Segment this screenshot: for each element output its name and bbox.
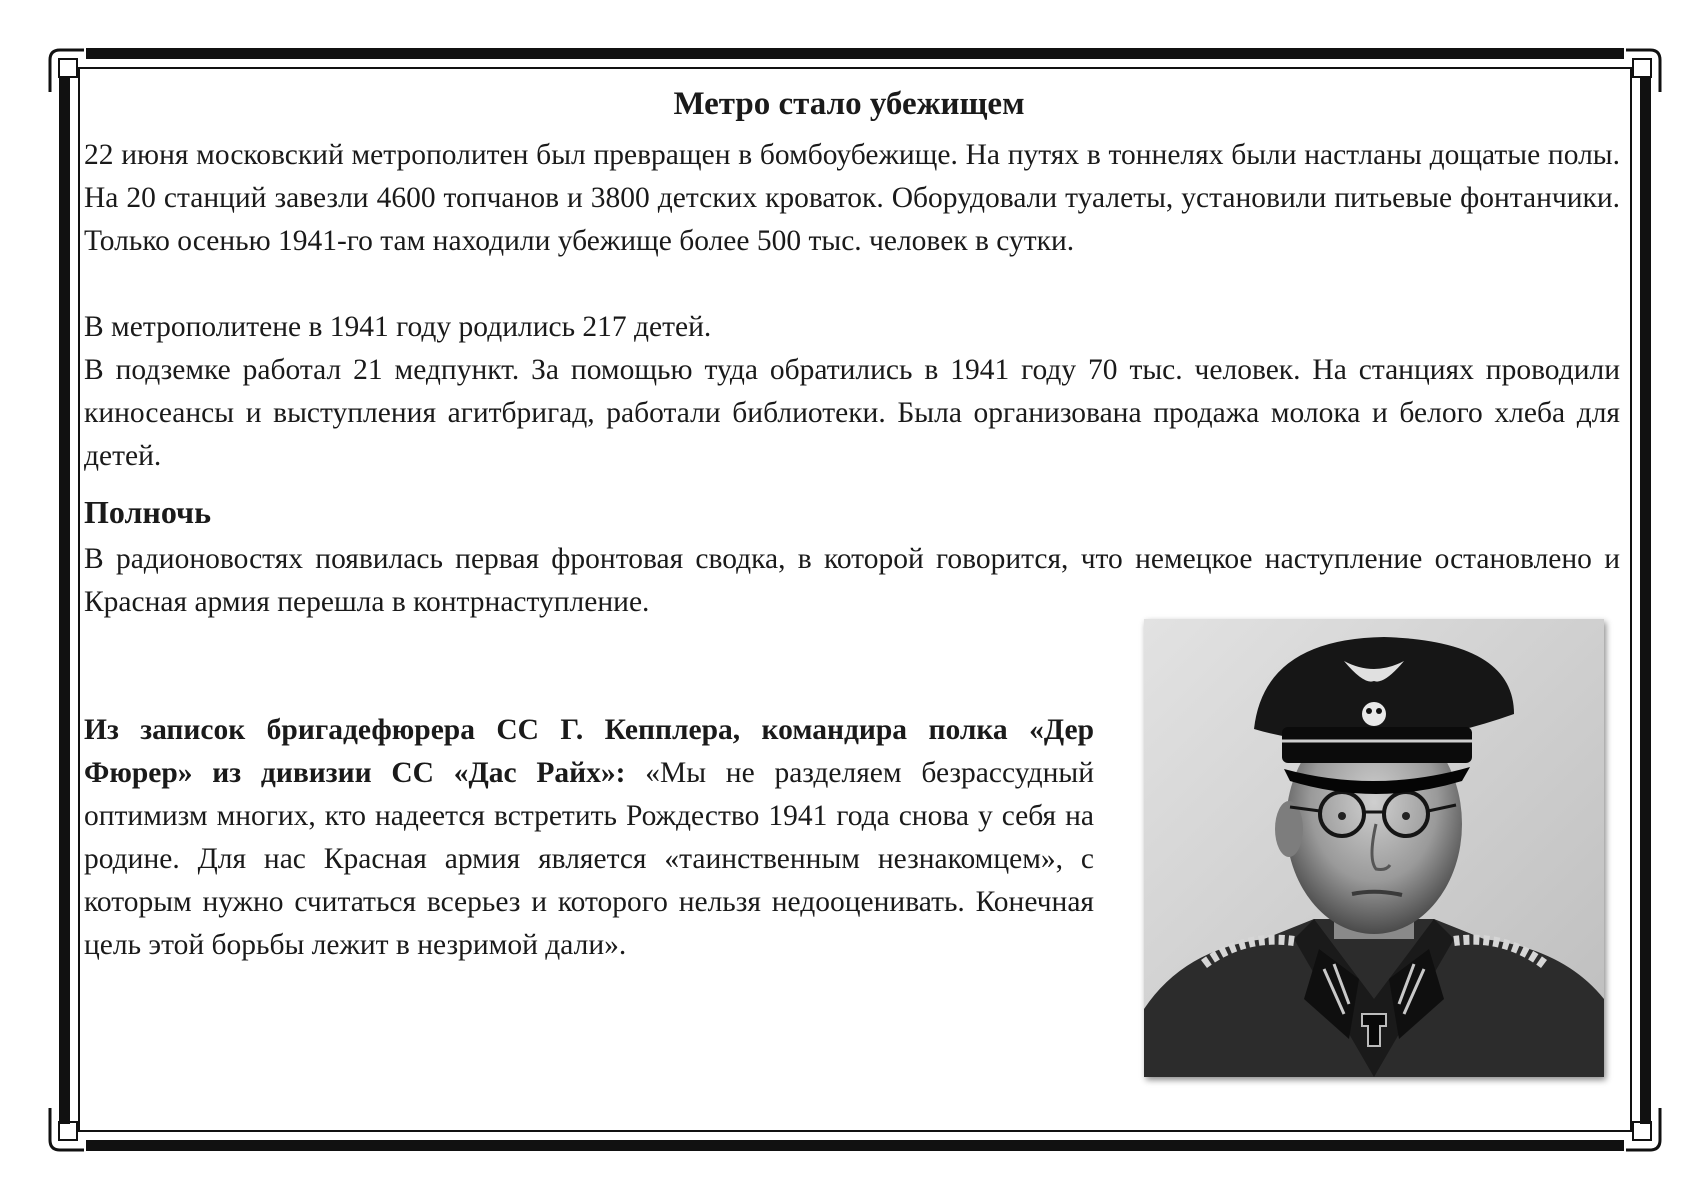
metro-paragraph-medical: В подземке работал 21 медпункт. За помощью туда обратились в 1941 году 70 тыс. человек. На станциях проводили киносеансы и выступления агитбригад, работали библиотеки. Была организована продажа молока и белого хлеба для детей.	[84, 354, 1620, 472]
midnight-heading: Полночь	[84, 494, 211, 530]
page-title: Метро стало убежищем	[673, 86, 1025, 122]
quote-text: «Мы не разделяем безрассудный оптимизм многих, кто надеется встретить Рождество 1941 года снова у себя на родине. Для нас Красная армия является «таинственным незнакомцем», с которым нужно считаться всерьез и которого нельзя недооценивать. Конечная цель этой борьбы лежит в незримой дали».	[84, 757, 1094, 961]
officer-portrait-photo	[1144, 619, 1604, 1077]
keppler-quote	[84, 709, 1094, 967]
metro-paragraph-births: В метрополитене в 1941 году родились 217 детей.	[84, 311, 712, 343]
quote-source: Из записок бригадефюрера СС Г. Кепплера, командира полка «Дер Фюрер» из дивизии СС «Дас Райх»:	[84, 714, 1094, 789]
metro-paragraph-shelter: 22 июня московский метрополитен был превращен в бомбоубежище. На путях в тоннелях были настланы дощатые полы. На 20 станций завезли 4600 топчанов и 3800 детских кроваток. Оборудовали туалеты, установили питьевые фонтанчики. Только осенью 1941-го там находили убежище более 500 тыс. человек в сутки.	[84, 139, 1620, 257]
midnight-paragraph: В радионовостях появилась первая фронтовая сводка, в которой говорится, что немецкое наступление остановлено и Красная армия перешла в контрнаступление.	[84, 543, 1620, 618]
